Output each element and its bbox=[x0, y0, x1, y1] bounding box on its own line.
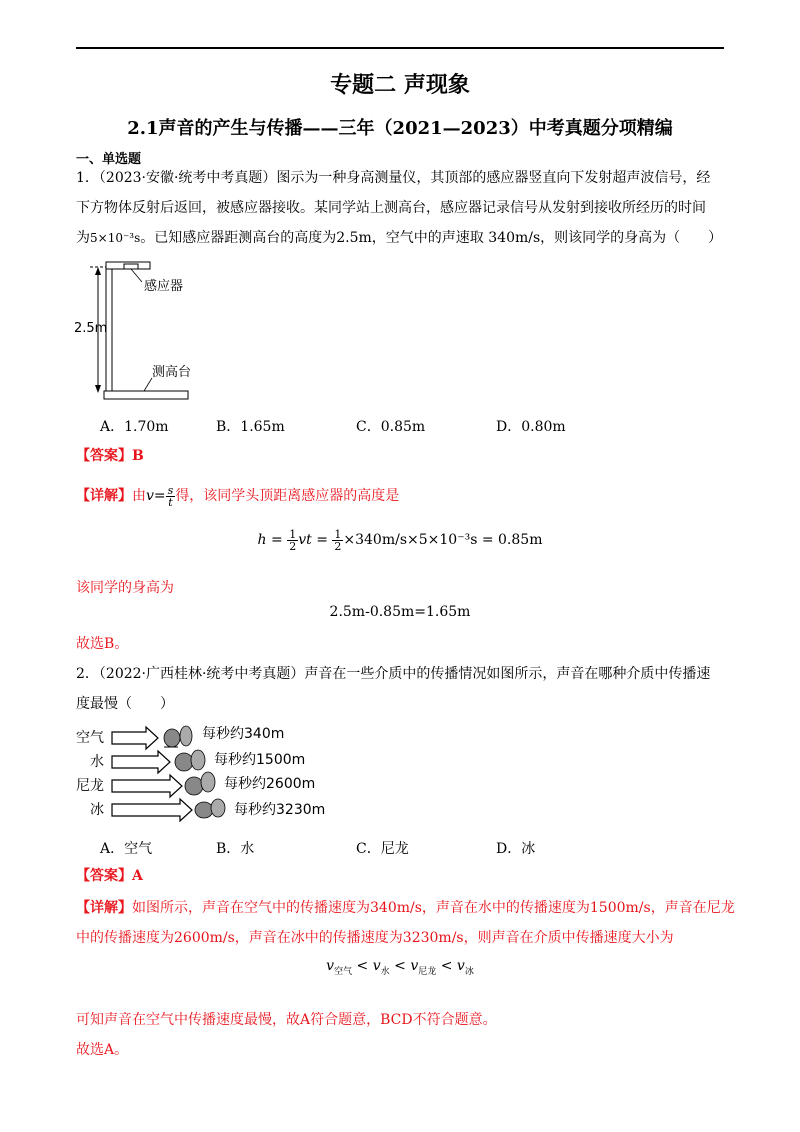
q1-eq-h: h bbox=[257, 532, 267, 548]
q2-medium-air: 空气 bbox=[76, 730, 104, 746]
q2-stem-line2: 度最慢（ ） bbox=[76, 696, 174, 712]
header-rule bbox=[76, 47, 724, 49]
q1-height-meter-figure bbox=[74, 258, 254, 406]
q2-answer bbox=[76, 866, 143, 886]
document-subtitle: 2.1声音的产生与传播——三年（2021—2023）中考真题分项精编 bbox=[127, 118, 673, 139]
q1-eq-half-b-den: 2 bbox=[334, 539, 342, 553]
q2-arrow-ice bbox=[112, 799, 192, 821]
q1-height-equation: 2.5m-0.85m=1.65m bbox=[329, 604, 471, 620]
q2-detail-line1 bbox=[76, 898, 735, 918]
q2-ineq-sub-nylon: 尼龙 bbox=[418, 966, 437, 977]
q1-answer bbox=[76, 446, 144, 466]
q1-eq-tail: ×340m/s×5×10⁻³s = 0.85m bbox=[343, 532, 543, 548]
q2-conclusion-1: 可知声音在空气中传播速度最慢，故A符合题意，BCD不符合题意。 bbox=[76, 1012, 497, 1028]
q1-equation-1: h = $\frac{1}{2}$ vt = $\frac{1}{2}$ ×340m/s×5×10⁻³s = 0.85m bbox=[257, 527, 543, 553]
q1-eq-half-a-den: 2 bbox=[289, 539, 297, 553]
q1-detail-line bbox=[76, 482, 399, 510]
q1-stem-prefix: 为 bbox=[76, 230, 90, 246]
q1-detail-pre: 由 bbox=[132, 488, 146, 504]
q1-stem-suffix: 。已知感应器距测高台的高度为2.5m，空气中的声速取 340m/s，则该同学的身高为（ ） bbox=[140, 230, 723, 246]
q1-stem-line2: 下方物体反射后返回，被感应器接收。某同学站上测高台，感应器记录信号从发射到接收所经历的时间 bbox=[76, 200, 706, 216]
q1-detail-post: 得，该同学头顶距离感应器的高度是 bbox=[175, 488, 400, 504]
q2-detail-line2: 中的传播速度为2600m/s，声音在冰中的传播速度为3230m/s，则声音在介质中传播速度大小为 bbox=[76, 930, 674, 946]
q2-choice-b[interactable]: B．水 bbox=[216, 841, 255, 857]
q1-eq-half-a-num: 1 bbox=[289, 527, 297, 541]
q2-conclusion-2: 故选A。 bbox=[76, 1042, 129, 1058]
q2-answer-tag: 【答案】 bbox=[76, 868, 132, 884]
q2-runner-air-icon bbox=[164, 726, 192, 747]
q1-answer-tag: 【答案】 bbox=[76, 448, 132, 464]
q2-speed-nylon: 每秒约2600m bbox=[224, 776, 316, 792]
q2-media-speed-figure bbox=[74, 716, 374, 826]
q2-choice-a[interactable]: A．空气 bbox=[100, 841, 153, 857]
q2-ineq-v2: v bbox=[372, 958, 381, 974]
q1-formula-numerator: s bbox=[167, 483, 174, 497]
q2-ineq-lt1: < bbox=[356, 958, 369, 974]
q2-ineq-v3: v bbox=[410, 958, 419, 974]
q2-ineq-sub-air: 空气 bbox=[334, 966, 353, 977]
q2-arrow-water bbox=[112, 751, 170, 773]
q1-time-expression: 5×10⁻³s bbox=[90, 231, 141, 245]
q2-medium-nylon: 尼龙 bbox=[76, 778, 104, 794]
q2-ineq-sub-ice: 冰 bbox=[464, 966, 474, 977]
q2-stem-line1: 2．（2022·广西桂林·统考中考真题）声音在一些介质中的传播情况如图所示，声音在哪种介质中传播速 bbox=[76, 666, 711, 682]
q1-formula-v: v bbox=[146, 488, 154, 504]
q1-platform-label: 测高台 bbox=[152, 365, 192, 380]
q2-inequality bbox=[0, 958, 800, 977]
q2-ineq-v1: v bbox=[326, 958, 335, 974]
q1-choice-a[interactable]: A．1.70m bbox=[100, 419, 169, 435]
q1-stem-line1: 1．（2023·安徽·统考中考真题）图示为一种身高测量仪，其顶部的感应器竖直向下发射超声波信号，经 bbox=[76, 170, 711, 186]
q2-answer-value: A bbox=[132, 868, 143, 884]
q1-choice-b[interactable]: B．1.65m bbox=[216, 419, 285, 435]
q2-medium-ice: 冰 bbox=[90, 802, 104, 818]
q1-eq-half-b-num: 1 bbox=[334, 527, 342, 541]
q1-sensor-label: 感应器 bbox=[144, 279, 184, 294]
q2-speed-ice: 每秒约3230m bbox=[234, 802, 326, 818]
q2-runner-ice-icon bbox=[195, 799, 225, 818]
q1-eq-half-b bbox=[332, 529, 343, 552]
q1-formula-eq: = bbox=[153, 488, 166, 504]
q1-height-label: 2.5m bbox=[74, 321, 108, 336]
q2-runner-nylon-icon bbox=[185, 772, 215, 795]
q2-ineq-sub-water: 水 bbox=[380, 966, 390, 977]
q2-speed-water: 每秒约1500m bbox=[214, 752, 306, 768]
document-title: 专题二 声现象 bbox=[330, 72, 470, 98]
q1-answer-value: B bbox=[132, 448, 144, 464]
q2-choice-d[interactable]: D．冰 bbox=[496, 841, 536, 857]
section-heading: 一、单选题 bbox=[76, 152, 142, 167]
q2-medium-water: 水 bbox=[90, 754, 104, 770]
q2-ineq-lt2: < bbox=[394, 958, 406, 974]
q1-conclusion: 故选B。 bbox=[76, 636, 129, 652]
q1-eq-half-a bbox=[287, 529, 298, 552]
q2-runner-water-icon bbox=[175, 750, 205, 771]
q1-formula-denominator: t bbox=[168, 495, 173, 509]
q1-formula-fraction bbox=[166, 485, 176, 508]
q1-eq-vt: vt bbox=[298, 532, 312, 548]
q2-speed-air: 每秒约340m bbox=[202, 726, 285, 742]
q2-ineq-v4: v bbox=[456, 958, 465, 974]
q1-choice-d[interactable]: D．0.80m bbox=[496, 419, 566, 435]
q1-stem-line3 bbox=[76, 228, 722, 248]
q1-choice-c[interactable]: C．0.85m bbox=[356, 419, 426, 435]
q2-choice-c[interactable]: C．尼龙 bbox=[356, 841, 409, 857]
q2-detail-text1: 如图所示，声音在空气中的传播速度为340m/s，声音在水中的传播速度为1500m/s，声音在尼龙 bbox=[132, 900, 735, 916]
q2-arrow-nylon bbox=[112, 775, 182, 797]
q1-height-line: 该同学的身高为 bbox=[76, 580, 174, 596]
q2-detail-tag: 【详解】 bbox=[76, 900, 132, 916]
q2-ineq-lt3: < bbox=[440, 958, 453, 974]
q1-detail-tag: 【详解】 bbox=[76, 488, 132, 504]
q2-arrow-air bbox=[112, 727, 158, 749]
